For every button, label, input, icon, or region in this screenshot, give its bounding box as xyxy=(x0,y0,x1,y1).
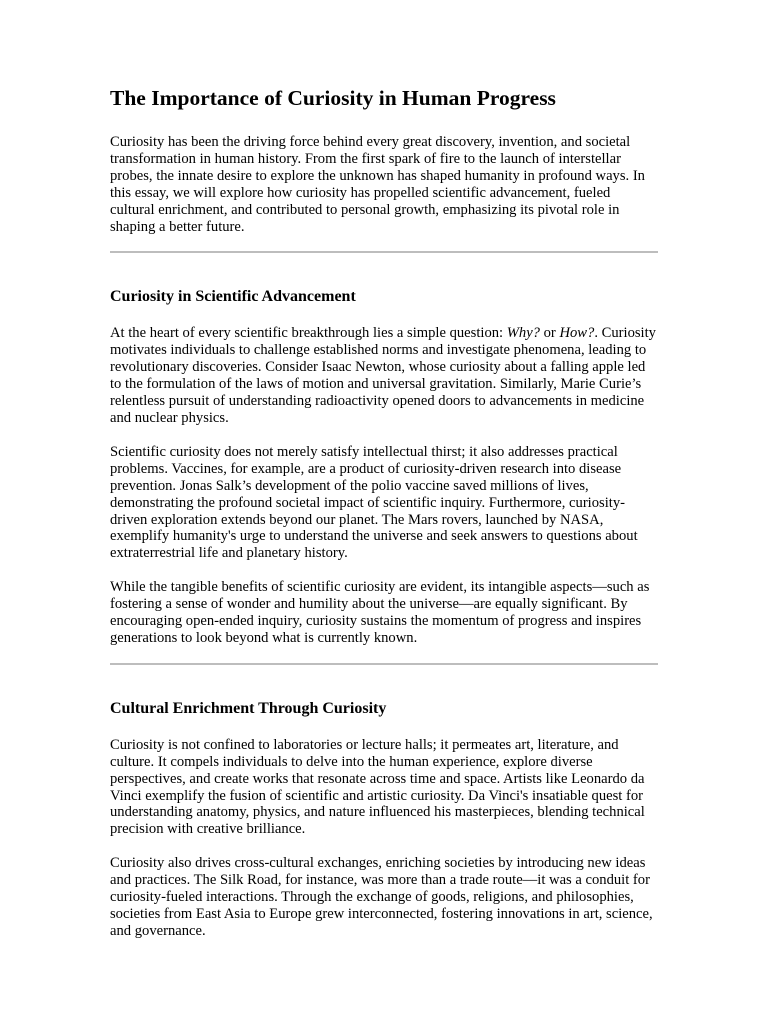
cultural-paragraph-2: Curiosity also drives cross-cultural exchanges, enriching societies by introducing new ideas and practices. The Silk Road, for instance, was more than a trade route—it was a conduit for curiosity-fueled interactions. Through the exchange of goods, religions, and philosophies, societies from East Asia to Europe grew interconnected, fostering innovations in art, science, and governance. xyxy=(110,855,653,939)
why-emphasis: Why? xyxy=(506,325,540,342)
scientific-paragraph-3: While the tangible benefits of scientific curiosity are evident, its intangible aspects—such as fostering a sense of wonder and humility about the universe—are equally significant. By encouraging open-ended inquiry, curiosity sustains the momentum of progress and inspires generations to look beyond what is currently known. xyxy=(110,579,650,646)
section-heading-scientific: Curiosity in Scientific Advancement xyxy=(110,288,356,306)
scientific-paragraph-1 xyxy=(110,325,658,426)
section-divider xyxy=(110,251,658,253)
document-page xyxy=(110,84,658,957)
section-heading-cultural: Cultural Enrichment Through Curiosity xyxy=(110,699,387,717)
scientific-p1-or: or xyxy=(539,325,560,342)
scientific-p1-text-a: At the heart of every scientific breakthrough lies a simple question: xyxy=(110,325,507,342)
scientific-p1-text-b: . Curiosity motivates individuals to challenge established norms and investigate phenomena, leading to revolutionary discoveries. Consider Isaac Newton, whose curiosity about a falling apple led to the formulation of the laws of motion and universal gravitation. Similarly, Marie Curie’s relentless pursuit of understanding radioactivity opened doors to advancements in medicine and nuclear physics. xyxy=(110,325,656,426)
scientific-paragraph-2: Scientific curiosity does not merely satisfy intellectual thirst; it also addresses practical problems. Vaccines, for example, are a product of curiosity-driven research into disease prevention. Jonas Salk’s development of the polio vaccine saved millions of lives, demonstrating the profound societal impact of scientific inquiry. Furthermore, curiosity-driven exploration extends beyond our planet. The Mars rovers, launched by NASA, exemplify humanity's urge to understand the universe and seek answers to questions about extraterrestrial life and planetary history. xyxy=(110,443,638,562)
intro-paragraph: Curiosity has been the driving force behind every great discovery, invention, and societal transformation in human history. From the first spark of fire to the launch of interstellar probes, the innate desire to explore the unknown has shaped humanity in profound ways. In this essay, we will explore how curiosity has propelled scientific advancement, fueled cultural enrichment, and contributed to personal growth, emphasizing its pivotal role in shaping a better future. xyxy=(110,134,645,235)
cultural-paragraph-1: Curiosity is not confined to laboratories or lecture halls; it permeates art, literature, and culture. It compels individuals to delve into the human experience, explore diverse perspectives, and create works that resonate across time and space. Artists like Leonardo da Vinci exemplify the fusion of scientific and artistic curiosity. Da Vinci's insatiable quest for understanding anatomy, physics, and nature influenced his masterpieces, blending technical precision with creative brilliance. xyxy=(110,736,645,838)
document-title: The Importance of Curiosity in Human Progress xyxy=(110,86,556,110)
section-divider xyxy=(110,663,658,665)
how-emphasis: How? xyxy=(559,325,595,342)
